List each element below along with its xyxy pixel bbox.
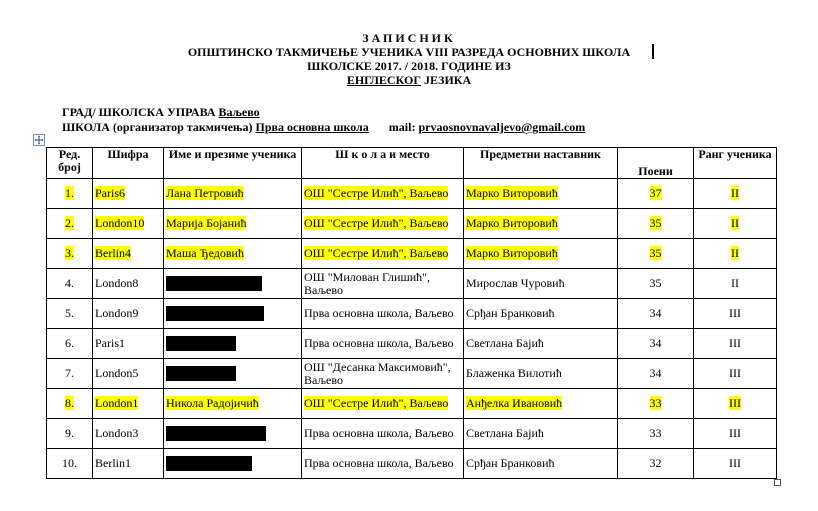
row-name-cell [164, 209, 302, 239]
row-points-cell [618, 389, 694, 419]
table-row [47, 209, 777, 239]
row-school-cell [302, 359, 464, 389]
row-rank: III [729, 426, 741, 440]
row-code: London1 [95, 396, 139, 410]
row-rank: III [729, 456, 741, 470]
row-points: 34 [649, 366, 662, 380]
row-name-cell [164, 269, 302, 299]
row-name: Маша Ђедовић [166, 246, 244, 260]
row-school-cell [302, 419, 464, 449]
row-rank-cell [694, 179, 777, 209]
row-teacher-cell [464, 179, 618, 209]
header-name: Име и презиме ученика [164, 148, 302, 179]
row-code: London10 [95, 216, 145, 230]
row-code-cell [93, 389, 164, 419]
row-school-cell [302, 329, 464, 359]
row-teacher: Анђелка Ивановић [466, 396, 563, 410]
row-school: ОШ "Сестре Илић", Ваљево [304, 396, 449, 410]
row-school: ОШ "Сестре Илић", Ваљево [304, 246, 449, 260]
row-teacher: Срђан Бранковић [466, 456, 555, 470]
redacted-name-block [166, 306, 264, 321]
row-rank-cell [694, 269, 777, 299]
row-name-cell [164, 389, 302, 419]
row-num: 8. [65, 396, 74, 410]
row-school-cell [302, 239, 464, 269]
competition-title: ОПШТИНСКО ТАКМИЧЕЊЕ УЧЕНИКА VIII РАЗРЕДА ОСНОВНИХ ШКОЛА [187, 45, 631, 59]
row-teacher: Марко Виторовић [466, 186, 558, 200]
redacted-name-block [166, 336, 236, 351]
row-num-cell [47, 359, 93, 389]
row-points-cell [618, 299, 694, 329]
row-name-cell [164, 179, 302, 209]
row-name-cell [164, 449, 302, 479]
row-code-cell [93, 239, 164, 269]
row-code-cell [93, 419, 164, 449]
row-points-cell [618, 449, 694, 479]
table-row [47, 329, 777, 359]
header-code: Шифра [93, 148, 164, 179]
row-code-cell [93, 179, 164, 209]
row-school: ОШ "Милован Глишић", Ваљево [304, 269, 431, 297]
row-num-cell [47, 419, 93, 449]
row-points-cell [618, 209, 694, 239]
row-num-cell [47, 389, 93, 419]
row-rank: III [729, 396, 741, 410]
row-rank-cell [694, 209, 777, 239]
subject-line [0, 73, 818, 87]
row-school-cell [302, 269, 464, 299]
row-num-cell [47, 329, 93, 359]
school-value: Прва основна школа [255, 120, 369, 134]
table-row [47, 239, 777, 269]
row-points: 35 [649, 216, 662, 230]
row-rank-cell [694, 239, 777, 269]
row-school: ОШ "Сестре Илић", Ваљево [304, 186, 449, 200]
mail-label: mail: [388, 120, 419, 134]
row-school-cell [302, 389, 464, 419]
row-teacher: Светлана Бајић [466, 426, 544, 440]
table-move-handle-icon[interactable] [33, 134, 45, 146]
row-school-cell [302, 209, 464, 239]
row-code: Berlin4 [95, 246, 131, 260]
row-num: 9. [65, 426, 74, 440]
row-code-cell [93, 359, 164, 389]
mail-value[interactable]: prvaosnovnavaljevo@gmail.com [418, 120, 586, 134]
row-teacher: Срђан Бранковић [466, 306, 555, 320]
document-title: ЗАПИСНИК [362, 31, 456, 45]
row-code-cell [93, 209, 164, 239]
row-num-cell [47, 179, 93, 209]
row-name: Никола Радојичић [166, 396, 259, 410]
row-num-cell [47, 449, 93, 479]
row-num: 1. [65, 186, 74, 200]
redacted-name-block [166, 366, 236, 381]
header-num: Ред. број [47, 148, 93, 179]
row-code-cell [93, 269, 164, 299]
row-rank: III [729, 306, 741, 320]
header-school: Ш к о л а и место [302, 148, 464, 179]
header-rank: Ранг ученика [694, 148, 777, 179]
table-row [47, 269, 777, 299]
row-points-cell [618, 359, 694, 389]
row-name-cell [164, 419, 302, 449]
row-teacher: Блаженка Вилотић [466, 366, 562, 380]
row-num-cell [47, 269, 93, 299]
header-teacher: Предметни наставник [464, 148, 618, 179]
row-num-cell [47, 299, 93, 329]
results-table [46, 147, 777, 479]
row-points-cell [618, 269, 694, 299]
row-name: Лана Петровић [166, 186, 244, 200]
row-rank-cell [694, 359, 777, 389]
text-cursor [652, 44, 654, 59]
row-points-cell [618, 419, 694, 449]
row-code: London3 [95, 426, 139, 440]
row-rank: II [731, 276, 739, 290]
row-code: Paris6 [95, 186, 125, 200]
row-teacher-cell [464, 209, 618, 239]
row-school-cell [302, 449, 464, 479]
row-name-cell [164, 359, 302, 389]
redacted-name-block [166, 426, 266, 441]
row-code: Berlin1 [95, 456, 131, 470]
school-year-line: ШКОЛСКЕ 2017. / 2018. ГОДИНЕ ИЗ [307, 59, 511, 73]
row-teacher-cell [464, 239, 618, 269]
row-points-cell [618, 179, 694, 209]
row-school: Прва основна школа, Ваљево [304, 306, 454, 320]
city-line [62, 105, 260, 119]
redacted-name-block [166, 456, 252, 471]
table-row [47, 389, 777, 419]
row-points: 33 [649, 426, 662, 440]
row-teacher-cell [464, 389, 618, 419]
row-code: London5 [95, 366, 139, 380]
table-row [47, 359, 777, 389]
row-teacher-cell [464, 329, 618, 359]
row-teacher: Марко Виторовић [466, 246, 558, 260]
school-line [62, 120, 585, 134]
row-code-cell [93, 329, 164, 359]
row-points: 34 [649, 336, 662, 350]
row-rank-cell [694, 389, 777, 419]
table-body [47, 179, 777, 479]
row-points-cell [618, 239, 694, 269]
row-teacher-cell [464, 449, 618, 479]
row-num-cell [47, 209, 93, 239]
row-teacher-cell [464, 359, 618, 389]
table-resize-handle[interactable] [774, 479, 781, 486]
row-name: Марија Бојанић [166, 216, 247, 230]
row-num: 2. [65, 216, 74, 230]
row-points: 34 [649, 306, 662, 320]
row-code: Paris1 [95, 336, 125, 350]
row-num: 7. [65, 366, 74, 380]
row-name-cell [164, 329, 302, 359]
city-label: ГРАД/ ШКОЛСКА УПРАВА [62, 105, 219, 119]
table-row [47, 179, 777, 209]
row-school-cell [302, 299, 464, 329]
row-points: 35 [649, 246, 662, 260]
row-rank: II [731, 186, 739, 200]
row-points: 35 [649, 276, 662, 290]
row-school: Прва основна школа, Ваљево [304, 336, 454, 350]
row-teacher: Светлана Бајић [466, 336, 544, 350]
row-name-cell [164, 299, 302, 329]
subject-suffix: ЈЕЗИКА [420, 73, 472, 87]
row-school: Прва основна школа, Ваљево [304, 456, 454, 470]
table-row [47, 299, 777, 329]
row-school: Прва основна школа, Ваљево [304, 426, 454, 440]
row-teacher: Мирослав Чуровић [466, 276, 565, 290]
row-school-cell [302, 179, 464, 209]
row-code-cell [93, 299, 164, 329]
row-rank-cell [694, 419, 777, 449]
row-teacher-cell [464, 419, 618, 449]
row-rank: III [729, 336, 741, 350]
row-num-cell [47, 239, 93, 269]
header-points: Поени [618, 148, 694, 179]
row-rank: III [729, 366, 741, 380]
row-teacher-cell [464, 299, 618, 329]
row-num: 3. [65, 246, 74, 260]
table-row [47, 449, 777, 479]
row-name-cell [164, 239, 302, 269]
row-teacher-cell [464, 269, 618, 299]
row-rank: II [731, 216, 739, 230]
row-points: 32 [649, 456, 662, 470]
row-points-cell [618, 329, 694, 359]
row-points: 37 [649, 186, 662, 200]
city-value: Ваљево [218, 105, 260, 119]
row-school: ОШ "Сестре Илић", Ваљево [304, 216, 449, 230]
row-rank-cell [694, 299, 777, 329]
row-school: ОШ "Десанка Максимовић", Ваљево [304, 359, 451, 387]
row-rank-cell [694, 329, 777, 359]
redacted-name-block [166, 276, 262, 291]
row-points: 33 [649, 396, 662, 410]
row-code-cell [93, 449, 164, 479]
row-num: 5. [65, 306, 74, 320]
row-num: 6. [65, 336, 74, 350]
row-code: London8 [95, 276, 139, 290]
subject-name: ЕНГЛЕСКОГ [346, 73, 421, 87]
row-code: London9 [95, 306, 139, 320]
row-teacher: Марко Виторовић [466, 216, 558, 230]
row-rank-cell [694, 449, 777, 479]
school-label: ШКОЛА (организатор такмичења) [62, 120, 256, 134]
row-num: 10. [62, 456, 77, 470]
table-row [47, 419, 777, 449]
table-header-row [47, 148, 777, 179]
row-rank: II [731, 246, 739, 260]
row-num: 4. [65, 276, 74, 290]
